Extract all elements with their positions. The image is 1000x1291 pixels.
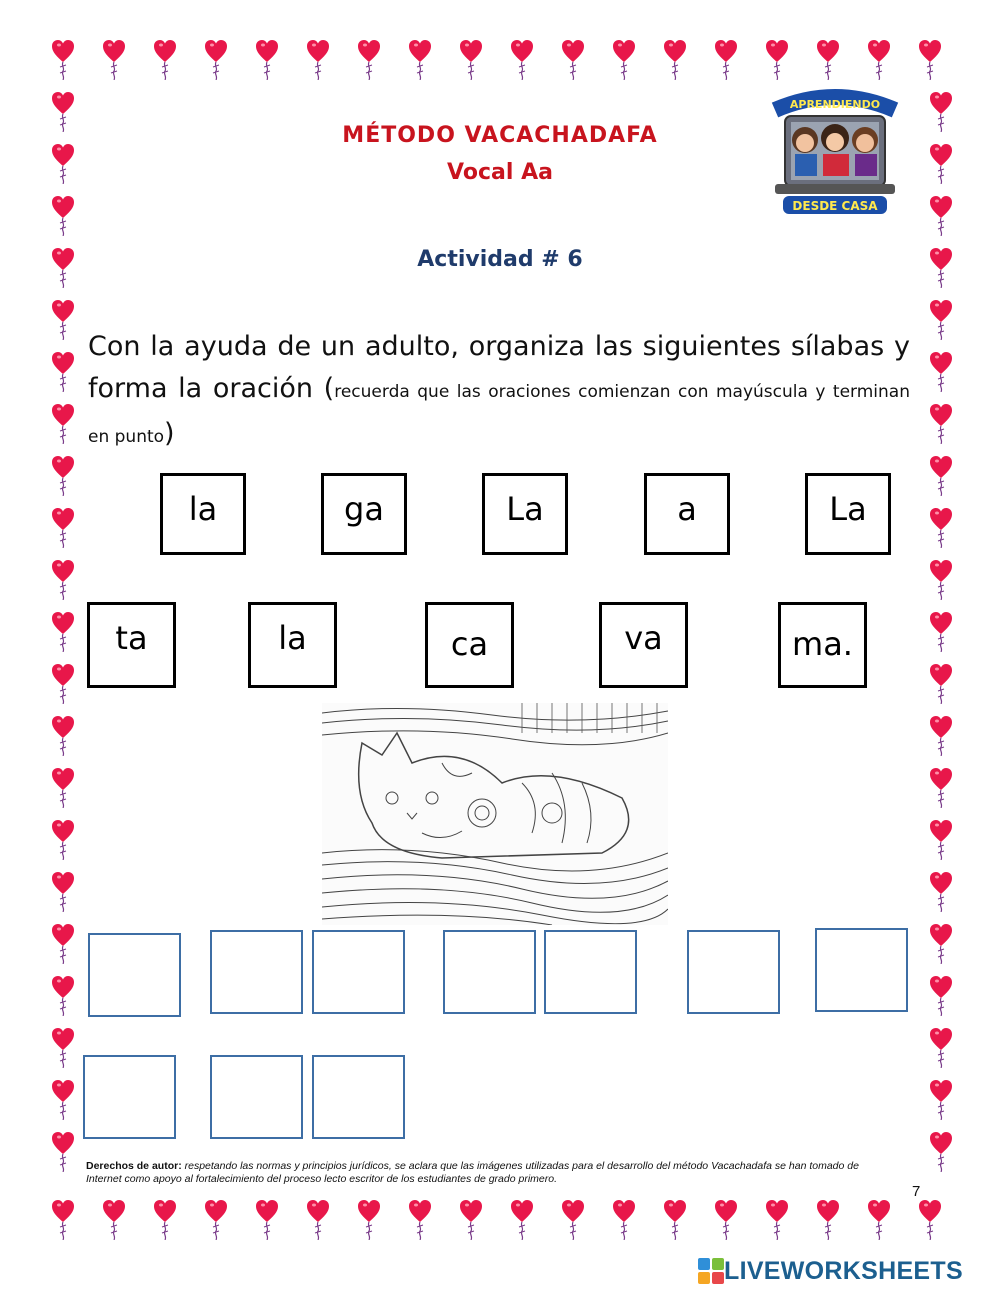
heart-balloon-decoration xyxy=(52,1080,74,1120)
heart-balloon-decoration xyxy=(154,1200,176,1240)
heart-balloon-decoration xyxy=(930,404,952,444)
heart-balloon-decoration xyxy=(766,40,788,80)
heart-balloon-decoration xyxy=(52,716,74,756)
heart-balloon-decoration xyxy=(52,872,74,912)
heart-balloon-decoration xyxy=(52,768,74,808)
heart-balloon-decoration xyxy=(409,1200,431,1240)
heart-balloon-decoration xyxy=(205,1200,227,1240)
heart-balloon-decoration xyxy=(664,40,686,80)
heart-balloon-decoration xyxy=(930,872,952,912)
heart-balloon-decoration xyxy=(562,40,584,80)
heart-balloon-decoration xyxy=(256,40,278,80)
heart-balloon-decoration xyxy=(930,976,952,1016)
heart-balloon-decoration xyxy=(930,1028,952,1068)
heart-balloon-decoration xyxy=(817,1200,839,1240)
heart-balloon-decoration xyxy=(52,456,74,496)
heart-balloon-decoration xyxy=(930,560,952,600)
heart-balloon-decoration xyxy=(103,40,125,80)
answer-box[interactable] xyxy=(312,1055,405,1139)
copyright-text: respetando las normas y principios jurídicos, se aclara que las imágenes utilizadas para el desarrollo del método Vacachadafa se han tomado de Internet como apoyo al fortalecimiento del proceso lecto escritor de los estudiantes de grado primero. xyxy=(86,1160,859,1185)
heart-balloon-decoration xyxy=(52,976,74,1016)
syllable-tile[interactable]: La xyxy=(482,473,568,555)
heart-balloon-decoration xyxy=(766,1200,788,1240)
syllable-tile[interactable]: ma. xyxy=(778,602,867,688)
heart-balloon-decoration xyxy=(52,1132,74,1172)
heart-balloon-decoration xyxy=(52,924,74,964)
liveworksheets-logo-icon xyxy=(698,1258,724,1284)
heart-balloon-decoration xyxy=(409,40,431,80)
heart-balloon-decoration xyxy=(919,40,941,80)
heart-balloon-decoration xyxy=(103,1200,125,1240)
syllable-tile[interactable]: a xyxy=(644,473,730,555)
heart-balloon-decoration xyxy=(52,664,74,704)
heart-balloon-decoration xyxy=(307,1200,329,1240)
syllable-tile[interactable]: La xyxy=(805,473,891,555)
heart-balloon-decoration xyxy=(52,820,74,860)
heart-balloon-decoration xyxy=(613,1200,635,1240)
heart-balloon-decoration xyxy=(664,1200,686,1240)
heart-balloon-decoration xyxy=(358,1200,380,1240)
liveworksheets-brand[interactable] xyxy=(698,1255,963,1287)
heart-balloon-decoration xyxy=(511,1200,533,1240)
syllable-tile[interactable]: va xyxy=(599,602,688,688)
page-number: 7 xyxy=(912,1183,921,1200)
answer-box[interactable] xyxy=(687,930,780,1014)
syllable-tile[interactable]: ca xyxy=(425,602,514,688)
heart-balloon-decoration xyxy=(930,1132,952,1172)
heart-balloon-decoration xyxy=(358,40,380,80)
heart-balloon-decoration xyxy=(930,716,952,756)
page-title: MÉTODO VACACHADAFA xyxy=(342,123,658,148)
copyright-label: Derechos de autor: xyxy=(86,1160,182,1172)
heart-balloon-decoration xyxy=(930,300,952,340)
syllable-tile[interactable]: la xyxy=(248,602,337,688)
liveworksheets-wordmark: LIVEWORKSHEETS xyxy=(724,1256,963,1285)
heart-balloon-decoration xyxy=(154,40,176,80)
heart-balloon-decoration xyxy=(52,352,74,392)
answer-box[interactable] xyxy=(88,933,181,1017)
instructions-close: ) xyxy=(164,418,175,449)
answer-box[interactable] xyxy=(210,1055,303,1139)
heart-balloon-decoration xyxy=(52,300,74,340)
instructions-note: recuerda que las oraciones comienzan con mayúscula y terminan en punto xyxy=(88,382,910,447)
heart-balloon-decoration xyxy=(930,612,952,652)
heart-balloon-decoration xyxy=(256,1200,278,1240)
heart-balloon-decoration xyxy=(930,924,952,964)
heart-balloon-decoration xyxy=(930,196,952,236)
heart-balloon-decoration xyxy=(930,456,952,496)
answer-box[interactable] xyxy=(815,928,908,1012)
heart-balloon-decoration xyxy=(511,40,533,80)
heart-balloon-decoration xyxy=(715,1200,737,1240)
syllable-tile[interactable]: la xyxy=(160,473,246,555)
heart-balloon-decoration xyxy=(562,1200,584,1240)
answer-box[interactable] xyxy=(210,930,303,1014)
syllable-tile[interactable]: ga xyxy=(321,473,407,555)
copyright-note xyxy=(86,1160,896,1186)
cat-coloring-image xyxy=(322,703,668,925)
heart-balloon-decoration xyxy=(52,508,74,548)
answer-box[interactable] xyxy=(312,930,405,1014)
heart-balloon-decoration xyxy=(460,1200,482,1240)
heart-balloon-decoration xyxy=(930,768,952,808)
heart-balloon-decoration xyxy=(930,1080,952,1120)
heart-balloon-decoration xyxy=(930,664,952,704)
heart-balloon-decoration xyxy=(930,352,952,392)
svg-text:APRENDIENDO: APRENDIENDO xyxy=(789,98,881,111)
heart-balloon-decoration xyxy=(868,1200,890,1240)
heart-balloon-decoration xyxy=(52,612,74,652)
answer-box[interactable] xyxy=(83,1055,176,1139)
heart-balloon-decoration xyxy=(817,40,839,80)
heart-balloon-decoration xyxy=(919,1200,941,1240)
heart-balloon-decoration xyxy=(52,560,74,600)
heart-balloon-decoration xyxy=(460,40,482,80)
aprendiendo-desde-casa-logo xyxy=(765,88,905,220)
page-subtitle: Vocal Aa xyxy=(447,160,553,185)
heart-balloon-decoration xyxy=(52,404,74,444)
heart-balloon-decoration xyxy=(613,40,635,80)
heart-balloon-decoration xyxy=(307,40,329,80)
heart-balloon-decoration xyxy=(52,40,74,80)
syllable-tile[interactable]: ta xyxy=(87,602,176,688)
heart-balloon-decoration xyxy=(930,508,952,548)
answer-box[interactable] xyxy=(544,930,637,1014)
heart-balloon-decoration xyxy=(205,40,227,80)
heart-balloon-decoration xyxy=(52,196,74,236)
heart-balloon-decoration xyxy=(52,1028,74,1068)
heart-balloon-decoration xyxy=(715,40,737,80)
answer-box[interactable] xyxy=(443,930,536,1014)
activity-heading: Actividad # 6 xyxy=(417,247,583,272)
instructions xyxy=(88,326,910,458)
heart-balloon-decoration xyxy=(52,1200,74,1240)
svg-text:DESDE CASA: DESDE CASA xyxy=(792,199,878,213)
heart-balloon-decoration xyxy=(930,820,952,860)
instructions-main: Con la ayuda de un adulto, organiza las siguientes sílabas y forma la oración ( xyxy=(88,331,910,404)
heart-balloon-decoration xyxy=(868,40,890,80)
